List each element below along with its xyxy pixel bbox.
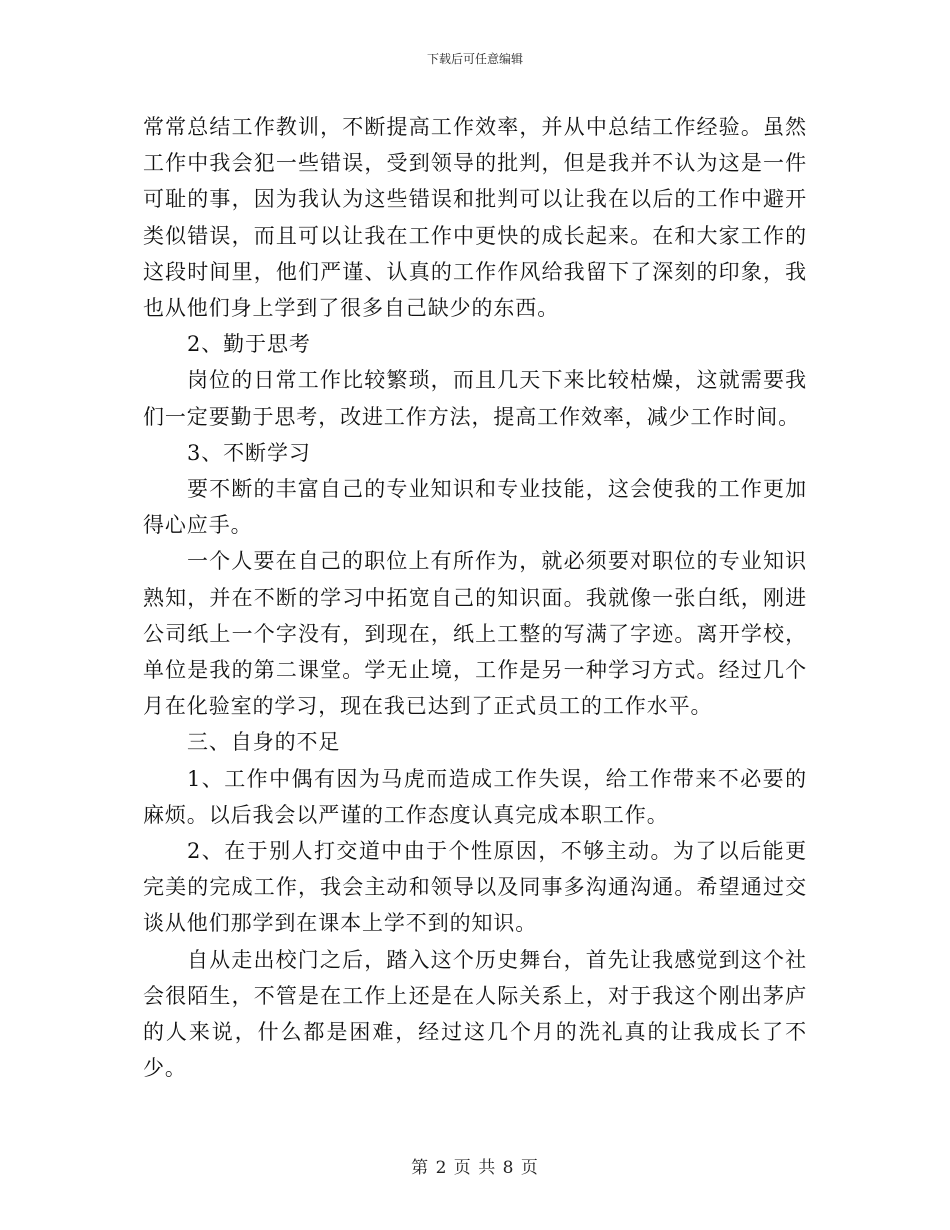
- page-header: 下载后可任意编辑: [426, 52, 523, 66]
- paragraph-shortcoming-2: 2、在于别人打交道中由于个性原因，不够主动。为了以后能更完美的完成工作，我会主动和领导以及同事多沟通沟通。希望通过交谈从他们那学到在课本上学不到的知识。: [143, 839, 807, 936]
- document-body: [143, 109, 807, 1086]
- heading-continuous-learning: 3、不断学习: [187, 440, 311, 465]
- paragraph-shortcoming-1: 1、工作中偶有因为马虎而造成工作失误，给工作带来不必要的麻烦。以后我会以严谨的工作态度认真完成本职工作。: [143, 766, 807, 827]
- paragraph-learning-skills: 要不断的丰富自己的专业知识和专业技能，这会使我的工作更加得心应手。: [143, 477, 807, 538]
- paragraph-learning-growth: 一个人要在自己的职位上有所作为，就必须要对职位的专业知识熟知，并在不断的学习中拓宽自己的知识面。我就像一张白纸，刚进公司纸上一个字没有，到现在，纸上工整的写满了字迹。离开学校，单位是我的第二课堂。学无止境，工作是另一种学习方式。经过几个月在化验室的学习，现在我已达到了正式员工的工作水平。: [143, 549, 807, 719]
- heading-shortcomings: 三、自身的不足: [187, 730, 341, 755]
- paragraph-thinking: 岗位的日常工作比较繁琐，而且几天下来比较枯燥，这就需要我们一定要勤于思考，改进工作方法，提高工作效率，减少工作时间。: [143, 368, 807, 429]
- paragraph-work-summary: 常常总结工作教训，不断提高工作效率，并从中总结工作经验。虽然工作中我会犯一些错误，受到领导的批判，但是我并不认为这是一件可耻的事，因为我认为这些错误和批判可以让我在以后的工作中避开类似错误，而且可以让我在工作中更快的成长起来。在和大家工作的这段时间里，他们严谨、认真的工作作风给我留下了深刻的印象，我也从他们身上学到了很多自己缺少的东西。: [143, 115, 807, 321]
- page-number: 第 2 页 共 8 页: [411, 1158, 539, 1178]
- paragraph-conclusion: 自从走出校门之后，踏入这个历史舞台，首先让我感觉到这个社会很陌生，不管是在工作上还是在人际关系上，对于我这个刚出茅庐的人来说，什么都是困难，经过这几个月的洗礼真的让我成长了不少。: [143, 947, 807, 1081]
- heading-diligent-thinking: 2、勤于思考: [187, 332, 311, 357]
